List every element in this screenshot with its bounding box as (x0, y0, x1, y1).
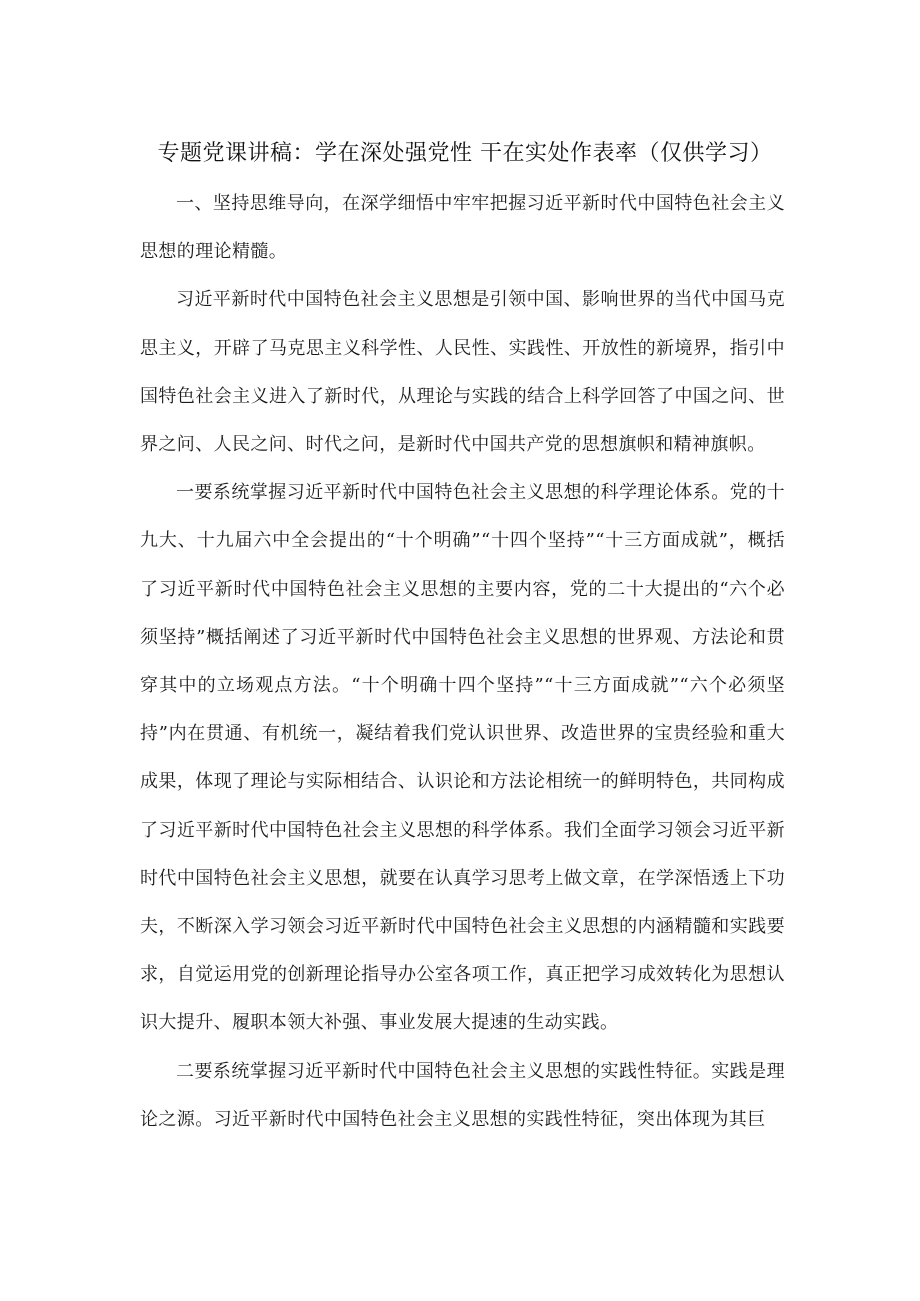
paragraph-section-heading: 一、坚持思维导向，在深学细悟中牢牢把握习近平新时代中国特色社会主义思想的理论精髓。 (140, 193, 785, 263)
document-body (140, 180, 785, 1144)
paragraph-intro: 习近平新时代中国特色社会主义思想是引领中国、影响世界的当代中国马克思主义，开辟了马克思主义科学性、人民性、实践性、开放性的新境界，指引中国特色社会主义进入了新时代，从理论与实践的结合上科学回答了中国之问、世界之问、人民之问、时代之问，是新时代中国共产党的思想旗帜和精神旗帜。 (140, 289, 785, 456)
document-title: 专题党课讲稿：学在深处强党性 干在实处作表率（仅供学习） (157, 141, 773, 166)
paragraph-first-point: 一要系统掌握习近平新时代中国特色社会主义思想的科学理论体系。党的十九大、十九届六中全会提出的“十个明确”“十四个坚持”“十三方面成就”，概括了习近平新时代中国特色社会主义思想的主要内容，党的二十大提出的“六个必须坚持”概括阐述了习近平新时代中国特色社会主义思想的世界观、方法论和贯穿其中的立场观点方法。“十个明确十四个坚持”“十三方面成就”“六个必须坚持”内在贯通、有机统一，凝结着我们党认识世界、改造世界的宝贵经验和重大成果，体现了理论与实际相结合、认识论和方法论相统一的鲜明特色，共同构成了习近平新时代中国特色社会主义思想的科学体系。我们全面学习领会习近平新时代中国特色社会主义思想，就要在认真学习思考上做文章，在学深悟透上下功夫，不断深入学习领会习近平新时代中国特色社会主义思想的内涵精髓和实践要求，自觉运用党的创新理论指导办公室各项工作，真正把学习成效转化为思想认识大提升、履职本领大补强、事业发展大提速的生动实践。 (140, 482, 785, 1034)
paragraph-second-point: 二要系统掌握习近平新时代中国特色社会主义思想的实践性特征。实践是理论之源。习近平新时代中国特色社会主义思想的实践性特征，突出体现为其巨 (140, 1060, 785, 1130)
